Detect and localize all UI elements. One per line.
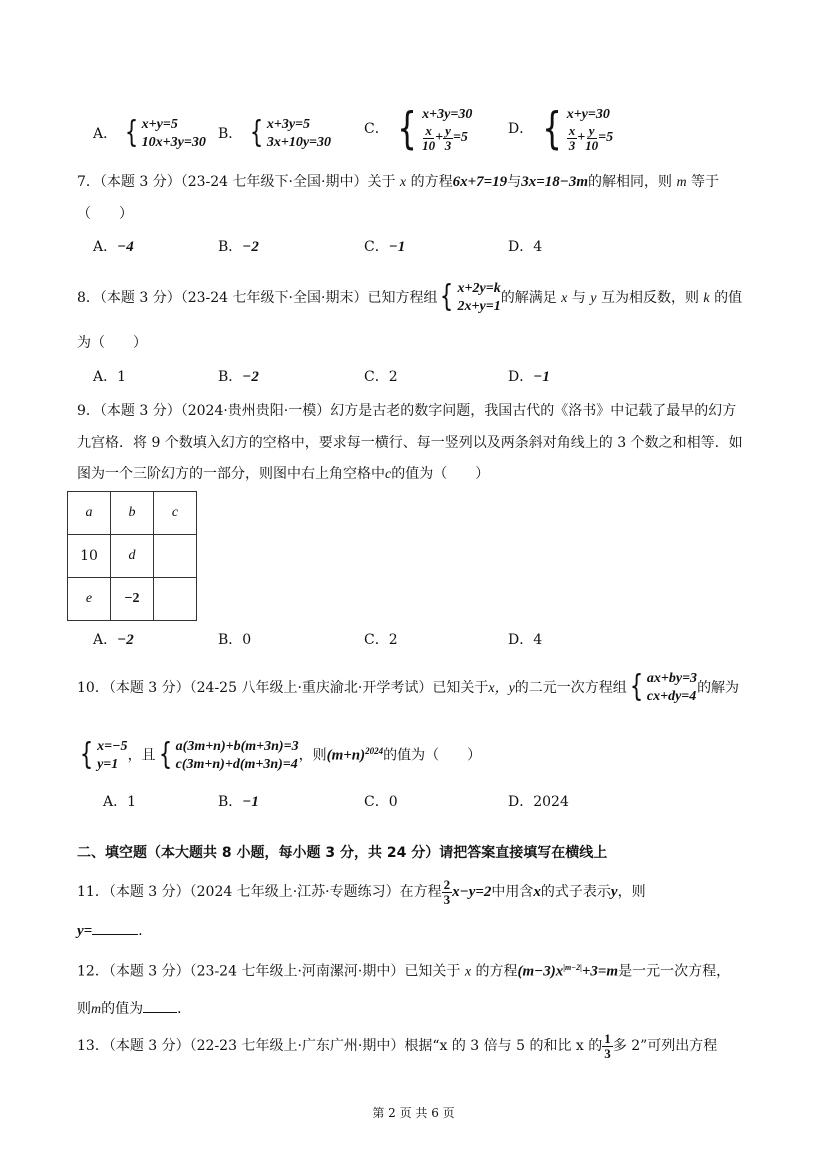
q11-stem: 11．（本题 3 分）（2024 七年级上·江苏·专题练习）在方程 $\frac{2}{3}$ x−y=2中用含x的式子表示y，则 <box>77 876 646 907</box>
q9-option-b: B．0 <box>218 632 252 648</box>
q10-option-d: D．2024 <box>508 794 569 810</box>
q6-option-b: B． { x+3y=5 3x+10y=30 <box>218 115 332 150</box>
grid-cell: a <box>68 492 111 535</box>
grid-cell <box>154 578 197 621</box>
q6-option-a-system: { x+y=5 10x+3y=30 <box>124 115 206 150</box>
q6-option-d-system: { x+y=30 $\frac{x}{3}$ + $\frac{y}{10}$ =5 <box>541 103 614 154</box>
q8-stem-cont: 为（ ） <box>77 335 147 351</box>
q10-condition: { a(3m+n)+b(m+3n)=3 c(3m+n)+d(m+3n)=4 <box>158 736 299 772</box>
q7-option-a: A．−4 <box>93 239 134 255</box>
q10-option-c: C．0 <box>364 794 398 810</box>
q10-option-b: B．−1 <box>218 794 259 810</box>
q10-option-a: A．1 <box>103 794 137 810</box>
q10-solution: { x=−5 y=1 <box>79 736 128 772</box>
grid-cell: −2 <box>111 578 154 621</box>
q9-stem-line1: 9．（本题 3 分）（2024·贵州贵阳·一模）幻方是古老的数字问题，我国古代的《洛书》中记载了最早的幻方 <box>77 403 737 419</box>
q9-option-a: A．−2 <box>93 632 134 648</box>
q6-option-b-system: { x+3y=5 3x+10y=30 <box>249 115 332 150</box>
q10-system: { ax+by=3 cx+dy=4 <box>629 669 698 704</box>
q9-option-d: D．4 <box>508 632 543 648</box>
grid-cell <box>154 535 197 578</box>
q8-option-b: B．−2 <box>218 369 259 385</box>
q8-option-d: D．−1 <box>508 369 550 385</box>
q6-option-d: D． { x+y=30 $\frac{x}{3}$ + $\frac{y}{10}$ =5 <box>508 103 614 154</box>
q9-stem-line2: 九宫格．将 9 个数填入幻方的空格中，要求每一横行、每一竖列以及两条斜对角线上的 3 个数之和相等．如 <box>77 435 743 451</box>
section-2-title: 二、填空题（本大题共 8 小题，每小题 3 分，共 24 分）请把答案直接填写在横线上 <box>77 845 608 861</box>
grid-cell: d <box>111 535 154 578</box>
grid-cell: c <box>154 492 197 535</box>
q8-option-a: A．1 <box>93 369 127 385</box>
grid-cell: 10 <box>68 535 111 578</box>
q8-stem: 8．（本题 3 分）（23-24 七年级下·全国·期末）已知方程组 { x+2y=k 2x+y=1 的解满足 x 与 y 互为相反数，则 k 的值 <box>77 279 743 314</box>
q10-stem-cont: { x=−5 y=1 ，且 { a(3m+n)+b(m+3n)=3 c(3m+n)+d(m+3n)=4 ，则$(m+n)^{2024}$的值为（ ） <box>77 729 481 778</box>
q7-option-c: C．−1 <box>364 239 406 255</box>
q12-answer-blank[interactable] <box>143 998 177 1013</box>
q9-magic-square <box>67 491 197 621</box>
q11-answer: y= ． <box>77 920 152 941</box>
q8-option-c: C．2 <box>364 369 398 385</box>
q9-option-c: C．2 <box>364 632 398 648</box>
q12-stem: 12．（本题 3 分）（23-24 七年级上·河南漯河·期中）已知关于 x 的方程$(m-3)x^{|m-2|}+3=m$是一元一次方程， <box>77 963 731 980</box>
q7-stem: 7．（本题 3 分）（23-24 七年级下·全国·期中）关于 x 的方程6x+7=19与3x=18−3m的解相同，则 m 等于 <box>77 174 720 190</box>
q8-system: { x+2y=k 2x+y=1 <box>440 279 501 314</box>
q13-stem: 13．（本题 3 分）（22-23 七年级上·广东广州·期中）根据“x 的 3 倍与 5 的和比 x 的 $\frac{1}{3}$ 多 2”可列出方程 <box>77 1030 718 1061</box>
grid-cell: b <box>111 492 154 535</box>
q7-option-b: B．−2 <box>218 239 259 255</box>
grid-cell: e <box>68 578 111 621</box>
page-footer: 第 2 页 共 6 页 <box>372 1106 455 1120</box>
q6-option-a: A． { x+y=5 10x+3y=30 <box>93 115 206 150</box>
q6-option-c: C． { x+3y=30 $\frac{x}{10}$ + $\frac{y}{3}$ =5 <box>364 103 473 154</box>
q12-stem-cont: 则m的值为 ． <box>77 998 191 1020</box>
q10-stem: 10．（本题 3 分）（24-25 八年级上·重庆渝北·开学考试）已知关于x，y的二元一次方程组 { ax+by=3 cx+dy=4 的解为 <box>77 669 740 704</box>
q7-option-d: D．4 <box>508 239 543 255</box>
q11-answer-blank[interactable] <box>92 920 138 935</box>
q6-option-c-system: { x+3y=30 $\frac{x}{10}$ + $\frac{y}{3}$ =5 <box>397 103 473 154</box>
q9-stem-line3: 图为一个三阶幻方的一部分，则图中右上角空格中c的值为（ ） <box>77 466 490 482</box>
q7-answer-paren: （ ） <box>77 206 133 222</box>
